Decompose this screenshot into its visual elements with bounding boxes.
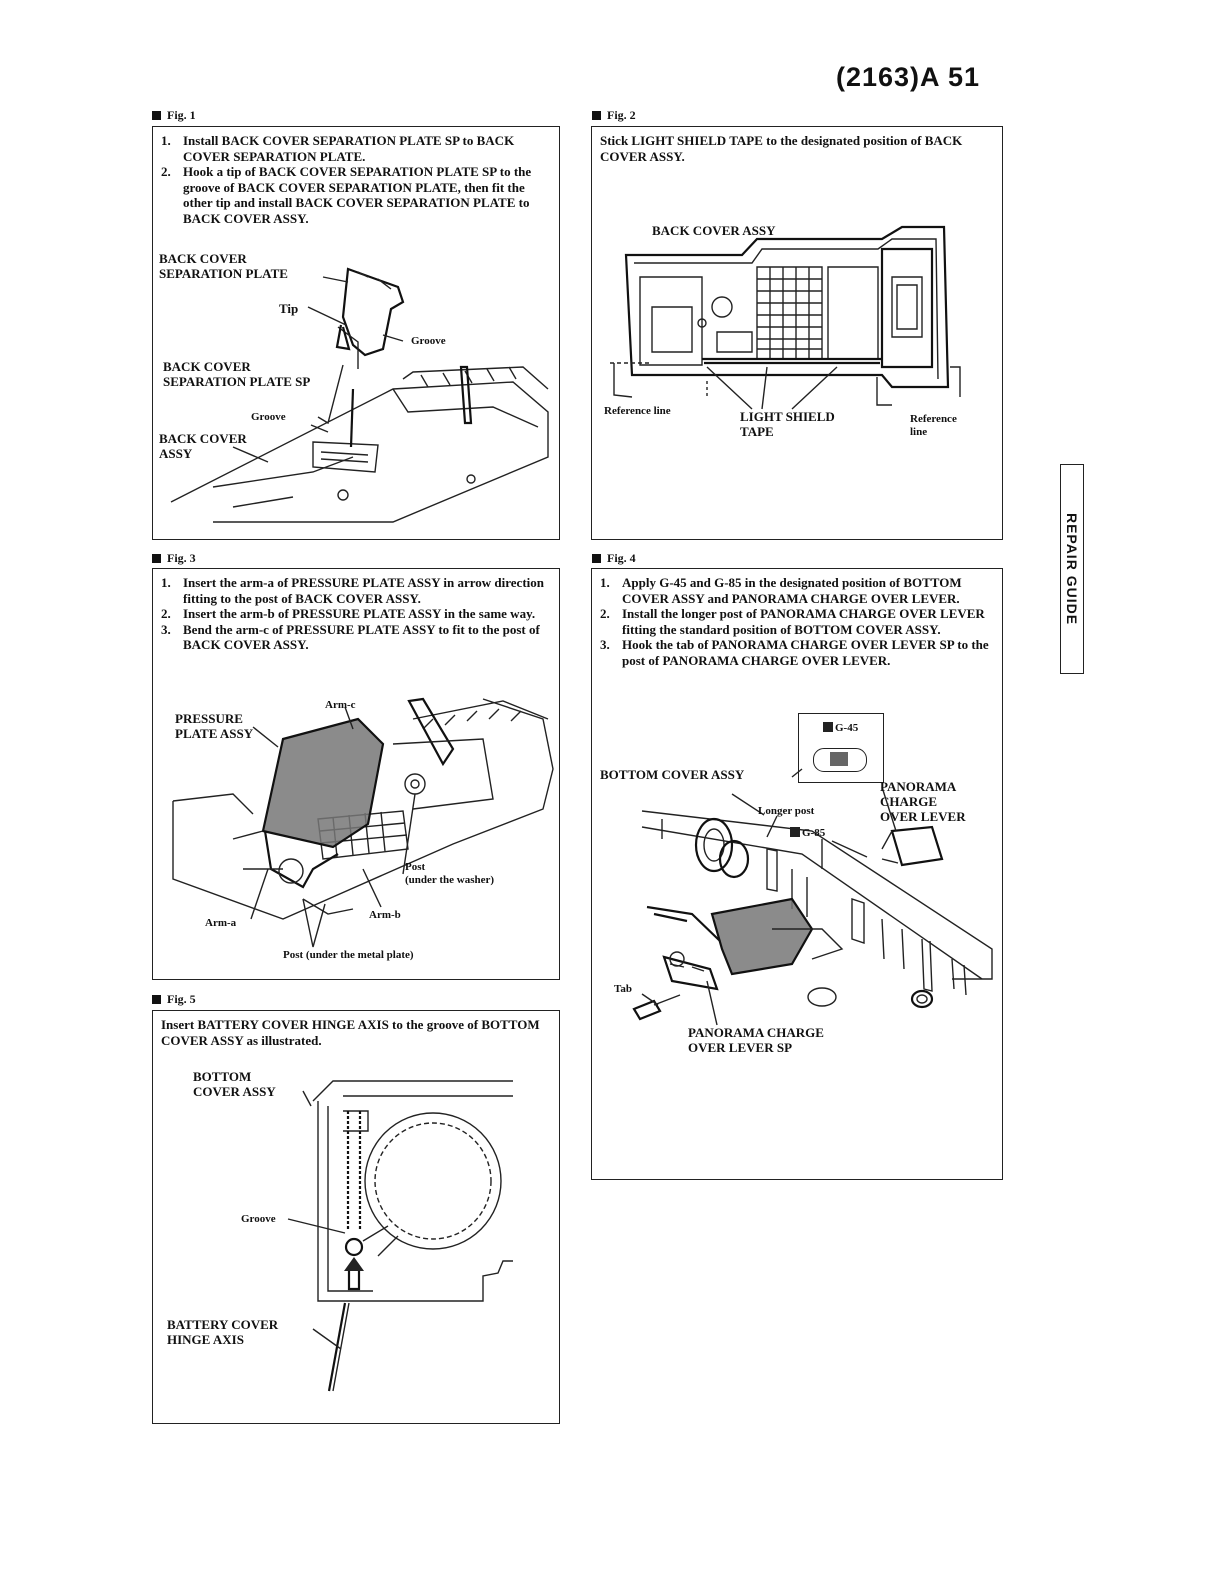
fig4-step: 1. Apply G-45 and G-85 in the designated position of BOTTOM COVER ASSY and PANORAMA CHARGE OVER LEVER.: [600, 575, 962, 606]
fig4-callout-panorama-lever: PANORAMA CHARGE OVER LEVER: [880, 779, 966, 824]
fig1-bullet-icon: [152, 111, 161, 120]
fig1-callout-separation-plate-sp: BACK COVER SEPARATION PLATE SP: [163, 359, 311, 389]
fig5-panel: [152, 1010, 560, 1424]
fig4-illustration: [592, 569, 1001, 1178]
fig3-step: 1. Insert the arm-a of PRESSURE PLATE ASSY in arrow direction fitting to the post of BACK COVER ASSY.: [161, 575, 544, 606]
fig1-callout-tip: Tip: [279, 301, 299, 316]
fig5-callout-bottom-cover-assy: BOTTOM COVER ASSY: [193, 1069, 276, 1099]
fig4-callout-longer-post: Longer post: [758, 805, 815, 817]
fig3-label: Fig. 3: [152, 551, 196, 566]
fig4-panel: [591, 568, 1003, 1180]
fig2-grid: [757, 267, 822, 359]
fig1-callout-back-cover-assy: BACK COVER ASSY: [159, 431, 247, 461]
fig1-label: Fig. 1: [152, 108, 196, 123]
fig1-illustration: [153, 127, 558, 538]
fig3-bullet-icon: [152, 554, 161, 563]
spool-chamber-shape: [365, 1113, 501, 1249]
fig1-callout-groove-top: Groove: [411, 335, 446, 347]
grease-icon: [790, 827, 800, 837]
fig1-step: 2. Hook a tip of BACK COVER SEPARATION PLATE SP to the groove of BACK COVER SEPARATION PLATE, then fit the other tip and install BACK COVER SEPARATION PLATE to BACK COVER ASSY.: [161, 164, 532, 226]
insert-arrow-icon: [344, 1257, 364, 1271]
fig1-callout-back-cover-separation-plate: BACK COVER SEPARATION PLATE: [159, 251, 288, 281]
fig5-callout-groove: Groove: [241, 1213, 276, 1225]
fig5-callout-battery-cover-hinge-axis: BATTERY COVER HINGE AXIS: [167, 1317, 279, 1347]
fig3-callout-arm-c: Arm-c: [325, 699, 356, 711]
fig2-bullet-icon: [592, 111, 601, 120]
fig2-illustration: [592, 127, 1001, 538]
fig2-callout-reference-line-left: Reference line: [604, 405, 671, 417]
fig2-callout-light-shield-tape: LIGHT SHIELD TAPE: [740, 409, 835, 439]
fig3-callout-post-washer: Post (under the washer): [405, 861, 495, 886]
fig5-bullet-icon: [152, 995, 161, 1004]
fig4-label: Fig. 4: [592, 551, 636, 566]
fig2-panel: [591, 126, 1003, 540]
fig4-step: 2. Install the longer post of PANORAMA CHARGE OVER LEVER fitting the standard position of BOTTOM COVER ASSY.: [600, 606, 985, 637]
fig1-callout-groove-bottom: Groove: [251, 411, 286, 423]
fig4-callout-g85: G-85: [790, 827, 825, 840]
fig3-callout-pressure-plate-assy: PRESSURE PLATE ASSY: [175, 711, 254, 741]
fig5-label: Fig. 5: [152, 992, 196, 1007]
fig2-label: Fig. 2: [592, 108, 636, 123]
fig3-panel: [152, 568, 560, 980]
fig3-callout-arm-b: Arm-b: [369, 909, 401, 921]
fig4-callout-bottom-cover-assy: BOTTOM COVER ASSY: [600, 767, 745, 782]
fig4-callout-lever-sp: PANORAMA CHARGE OVER LEVER SP: [688, 1025, 824, 1055]
fig3-step: 3. Bend the arm-c of PRESSURE PLATE ASSY to fit to the post of BACK COVER ASSY.: [161, 621, 540, 652]
section-tab-label: REPAIR GUIDE: [1064, 512, 1080, 626]
fig1-step: 1. Install BACK COVER SEPARATION PLATE SP to BACK COVER SEPARATION PLATE.: [161, 133, 515, 164]
g45-label: G-45: [823, 722, 858, 735]
fig2-callout-reference-line-right: Reference line: [910, 413, 957, 438]
fig4-step: 3. Hook the tab of PANORAMA CHARGE OVER LEVER SP to the post of PANORAMA CHARGE OVER LEVER.: [600, 637, 989, 668]
page-number: (2163)A 51: [836, 62, 981, 92]
pressure-plate-shape: [263, 719, 383, 847]
fig1-panel: [152, 126, 560, 540]
fig3-step: 2. Insert the arm-b of PRESSURE PLATE ASSY in the same way.: [161, 606, 536, 621]
fig3-callout-arm-a: Arm-a: [205, 917, 237, 929]
fig4-callout-tab: Tab: [614, 983, 632, 995]
separation-plate-shape: [343, 269, 403, 355]
section-tab: [1060, 464, 1084, 674]
fig2-callout-back-cover-assy: BACK COVER ASSY: [652, 223, 776, 238]
fig3-callout-post-metal-plate: Post (under the metal plate): [283, 949, 414, 961]
fig2-intro: Stick LIGHT SHIELD TAPE to the designated position of BACK COVER ASSY.: [600, 133, 963, 164]
fig4-bullet-icon: [592, 554, 601, 563]
fig5-intro: Insert BATTERY COVER HINGE AXIS to the groove of BOTTOM COVER ASSY as illustrated.: [161, 1017, 540, 1048]
